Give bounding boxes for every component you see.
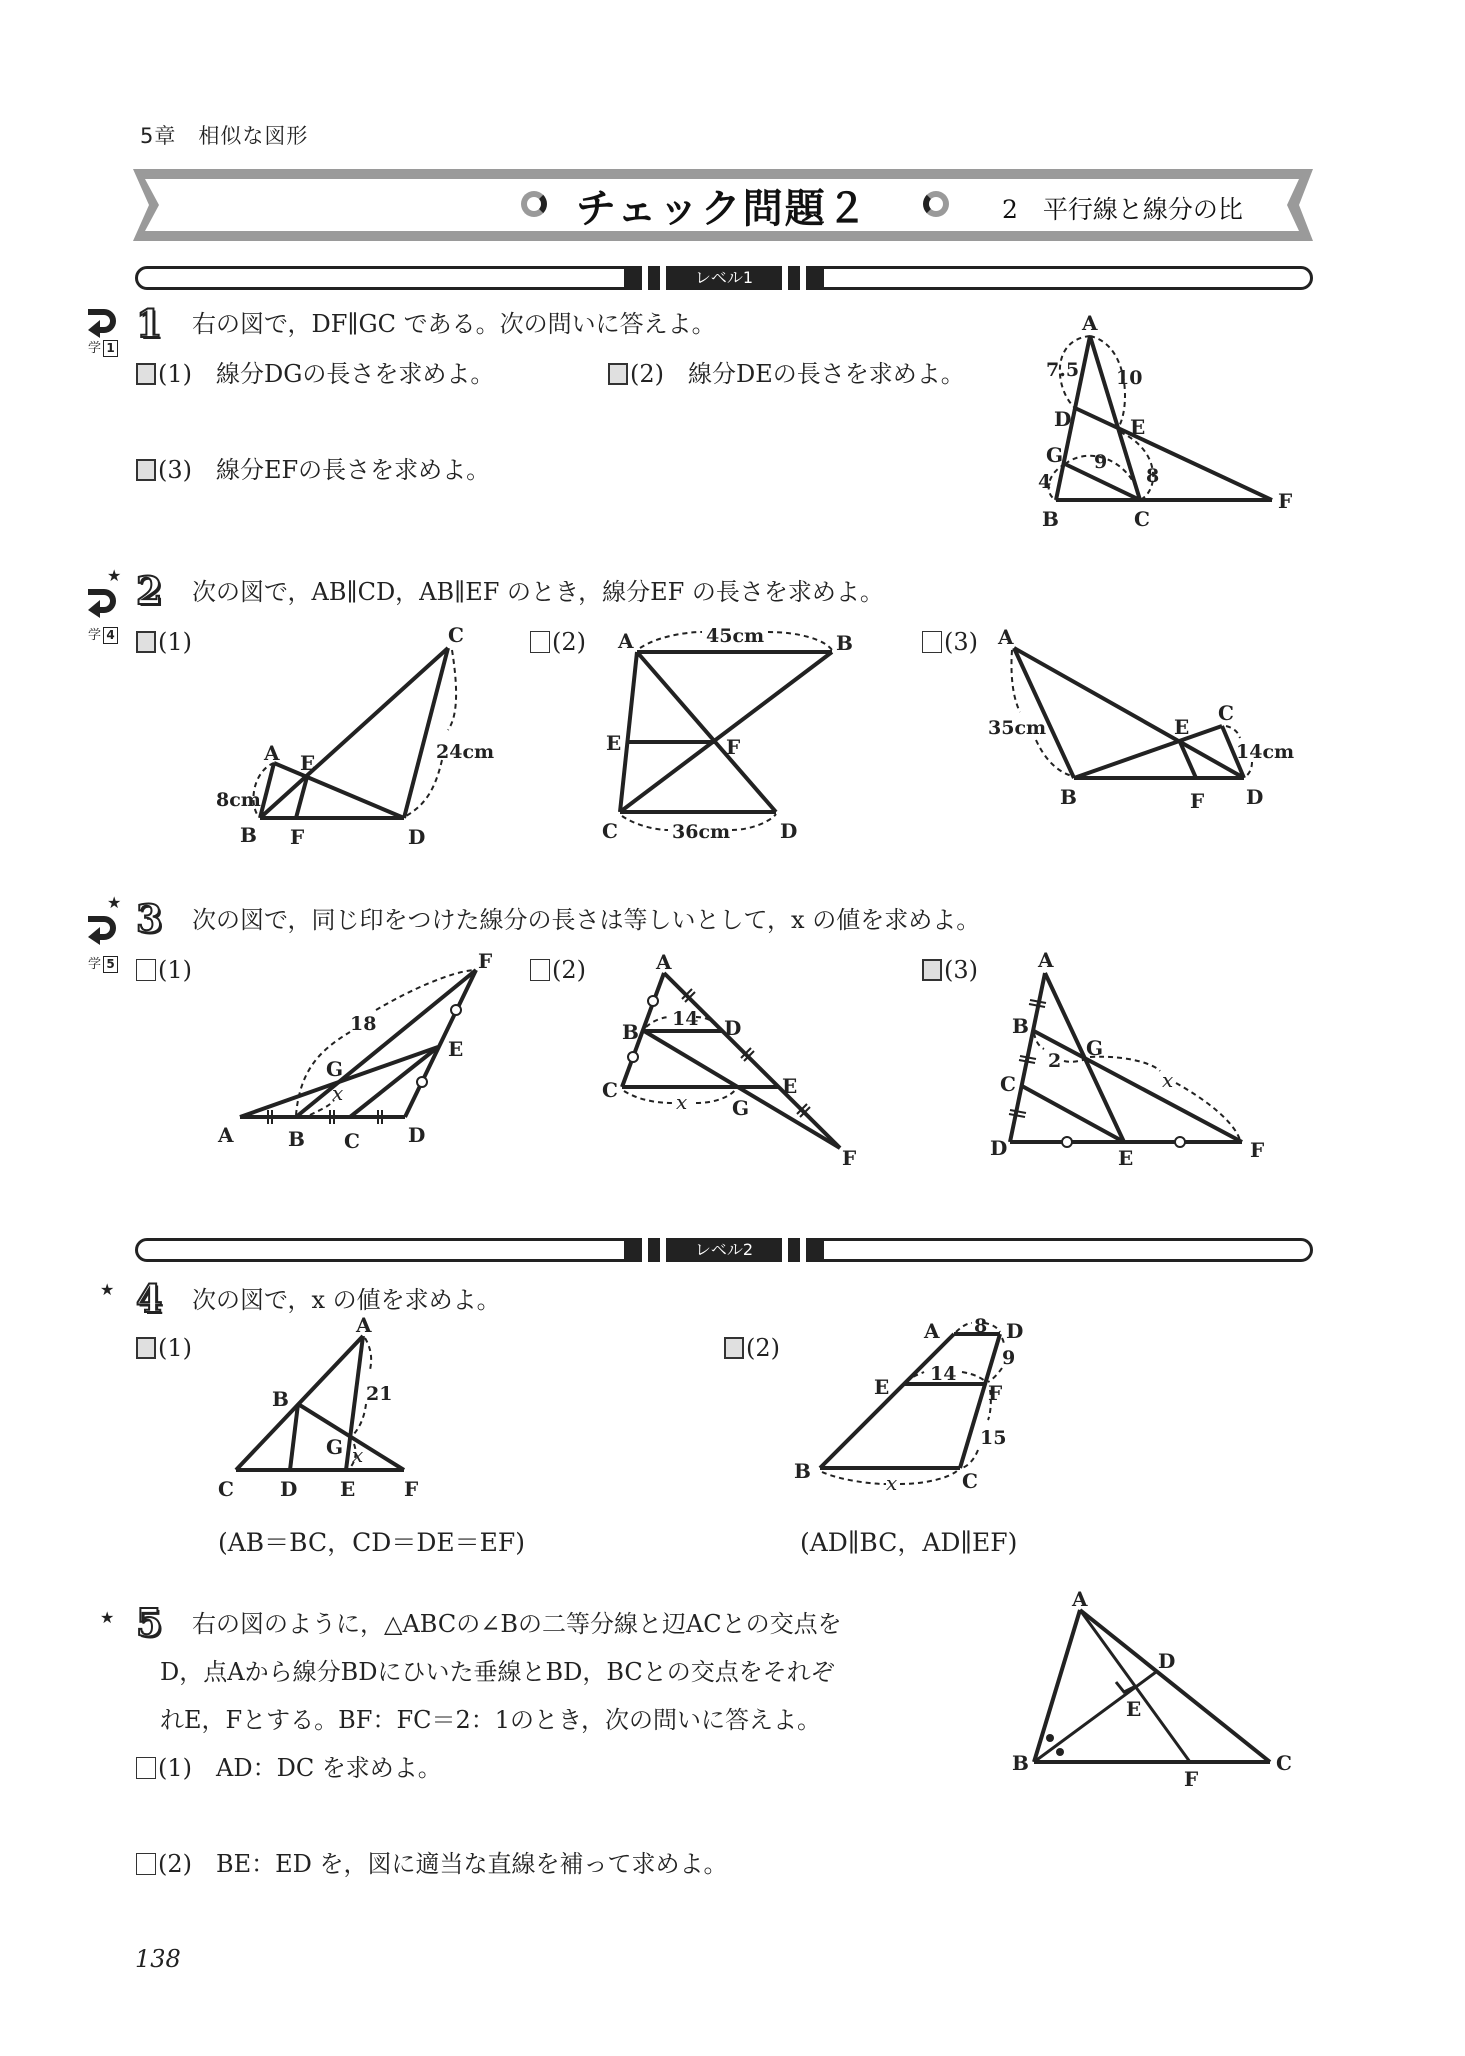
point-label-A: A [618,629,634,653]
page-number: 138 [135,1945,181,1973]
question-text-line-2: D，点Aから線分BDにひいた垂線とBD，BCとの交点をそれぞ [160,1658,835,1686]
subquestion-3: (3) [922,630,978,654]
subquestion-1: (1) AD：DC を求めよ。 [136,1756,442,1780]
length-BG: 2 [1048,1050,1062,1072]
point-label-D: D [780,819,798,843]
point-label-C: C [218,1477,234,1501]
length-AD: 8 [974,1315,988,1337]
subquestion-3: (3) 線分EFの長さを求めよ。 [136,458,490,482]
length-GB: 4 [1038,471,1052,493]
point-label-B: B [1042,507,1059,531]
point-label-G: G [326,1435,344,1459]
figure-q3-1 [210,949,510,1160]
study-ref-badge: 学 5 [88,956,118,973]
point-label-A: A [1082,311,1098,335]
point-label-D: D [408,825,426,849]
checkbox[interactable] [136,631,156,653]
point-label-B: B [1012,1014,1029,1038]
question-number: 4 [136,1276,163,1321]
length-BF: 18 [350,1013,377,1035]
point-label-D: D [1158,1649,1176,1673]
review-arrow-icon [84,588,118,618]
angle-mark [1046,1734,1054,1742]
subquestion-1: (1) [136,1336,192,1360]
checkbox[interactable] [136,959,156,981]
banner-title: チェック問題２ [576,186,869,232]
point-label-C: C [448,623,464,647]
point-label-E: E [782,1074,798,1098]
length-AE: 10 [1116,367,1143,389]
point-label-E: E [300,751,316,775]
review-arrow-icon [84,308,118,338]
point-label-B: B [272,1387,289,1411]
banner-subtitle: 2 平行線と線分の比 [1002,195,1243,224]
checkbox[interactable] [608,363,628,385]
difficulty-star-icon: ★ [100,1280,115,1299]
figure-q4-2 [790,1315,1110,1520]
chapter-title: 5章 相似な図形 [140,124,309,148]
point-label-D: D [408,1123,426,1147]
point-label-E: E [1126,1697,1142,1721]
point-label-E: E [1174,715,1190,739]
figure-q2-3 [910,620,1330,830]
point-label-C: C [602,1078,618,1102]
level-1-label: レベル1 [694,268,754,287]
point-label-B: B [240,823,257,847]
subquestion-1: (1) 線分DGの長さを求めよ。 [136,362,494,386]
point-label-F: F [1190,789,1205,813]
length-EC: 8 [1146,465,1160,487]
level-1-tag [624,266,824,290]
point-label-C: C [1276,1751,1292,1775]
point-label-C: C [1134,507,1150,531]
point-label-A: A [356,1313,372,1337]
length-DF: 9 [1002,1347,1016,1369]
length-AG: 21 [366,1383,393,1405]
point-label-A: A [998,625,1014,649]
level-2-tag [624,1238,824,1262]
point-label-A: A [218,1123,234,1147]
checkbox[interactable] [136,459,156,481]
difficulty-star-icon: ★ [100,1608,115,1627]
length-CD: 24cm [436,741,495,763]
point-label-B: B [1012,1751,1029,1775]
subquestion-1: (1) [136,630,192,654]
checkbox[interactable] [922,959,942,981]
point-label-F: F [290,825,305,849]
point-label-C: C [962,1469,978,1493]
length-AB: 35cm [988,717,1047,739]
point-label-E: E [606,731,622,755]
angle-mark [1056,1748,1064,1756]
point-label-G: G [732,1096,750,1120]
length-FC: 15 [980,1427,1007,1449]
point-label-C: C [344,1129,360,1153]
point-label-E: E [874,1375,890,1399]
checkbox[interactable] [136,363,156,385]
question-number: 2 [136,568,163,613]
figure-q4-1-condition: (AB＝BC，CD＝DE＝EF) [218,1528,525,1557]
point-label-A: A [656,950,672,974]
difficulty-star-icon: ★ [107,893,122,912]
point-label-G: G [1046,443,1064,467]
length-EF: 14 [930,1363,957,1385]
question-text: 次の図で，同じ印をつけた線分の長さは等しいとして，x の値を求めよ。 [192,906,981,934]
point-label-F: F [1184,1767,1199,1791]
point-label-C: C [1000,1072,1016,1096]
checkbox[interactable] [136,1757,156,1779]
point-label-B: B [836,631,853,655]
point-label-D: D [724,1016,742,1040]
review-arrow-icon [84,915,118,945]
question-text-line-3: れE，Fとする。BF：FC＝2：1のとき，次の問いに答えよ。 [160,1706,822,1734]
length-CD: 14cm [1236,741,1295,763]
checkbox[interactable] [724,1337,744,1359]
figure-q2-2 [520,620,880,860]
point-label-F: F [404,1477,419,1501]
point-label-B: B [622,1020,639,1044]
subquestion-2: (2) 線分DEの長さを求めよ。 [608,362,965,386]
figure-q4-1 [200,1313,600,1520]
point-label-A: A [1038,948,1054,972]
question-text-line-1: 右の図のように，△ABCの∠Bの二等分線と辺ACとの交点を [192,1610,842,1638]
point-label-E: E [1118,1146,1134,1170]
point-label-E: E [340,1477,356,1501]
subquestion-2: (2) [724,1336,780,1360]
subquestion-2: (2) [530,958,586,982]
length-AB: 45cm [706,625,765,647]
value-x: x [676,1090,688,1114]
length-BD: 14 [672,1008,699,1030]
point-label-G: G [1086,1036,1104,1060]
figure-q3-2 [600,950,890,1195]
point-label-D: D [280,1477,298,1501]
figure-q2-1 [200,620,520,860]
point-label-D: D [1054,407,1072,431]
point-label-F: F [726,735,741,759]
question-number: 3 [136,896,163,941]
question-number: 5 [136,1600,163,1645]
ring-ornament-right-icon [923,191,949,217]
value-x: x [1162,1068,1174,1092]
value-x: x [886,1471,898,1495]
figure-q1 [1030,310,1330,540]
subquestion-1: (1) [136,958,192,982]
ring-ornament-left-icon [521,191,547,217]
checkbox[interactable] [136,1337,156,1359]
point-label-F: F [1278,489,1293,513]
point-label-F: F [1250,1138,1265,1162]
point-label-F: F [842,1146,857,1170]
figure-q4-2-condition: (AD∥BC，AD∥EF) [800,1528,1018,1557]
point-label-B: B [794,1459,811,1483]
length-AB: 8cm [216,789,261,811]
point-label-A: A [264,741,280,765]
figure-q5 [1012,1587,1340,1820]
study-ref-badge: 学 4 [88,627,118,644]
figure-q3-3 [990,948,1310,1195]
point-label-B: B [288,1127,305,1151]
study-ref-badge: 学 1 [88,340,118,357]
checkbox[interactable] [136,1853,156,1875]
value-x: x [352,1443,364,1467]
point-label-A: A [1072,1587,1088,1611]
question-text: 右の図で，DF∥GC である。次の問いに答えよ。 [192,310,716,338]
point-label-F: F [988,1381,1003,1405]
point-label-B: B [1060,785,1077,809]
question-text: 次の図で，AB∥CD，AB∥EF のとき，線分EF の長さを求めよ。 [192,578,884,606]
point-label-E: E [448,1037,464,1061]
point-label-C: C [1218,701,1234,725]
level-2-label: レベル2 [694,1240,754,1259]
point-label-E: E [1130,415,1146,439]
point-label-D: D [990,1136,1008,1160]
point-label-A: A [924,1319,940,1343]
point-label-F: F [478,949,493,973]
question-number: 1 [136,301,163,346]
point-label-C: C [602,819,618,843]
length-CD: 36cm [672,821,731,843]
point-label-G: G [326,1057,344,1081]
value-x: x [332,1081,344,1105]
question-text: 次の図で，x の値を求めよ。 [192,1286,501,1314]
length-GC: 9 [1094,451,1108,473]
point-label-D: D [1006,1319,1024,1343]
checkbox[interactable] [530,959,550,981]
point-label-D: D [1246,785,1264,809]
length-AD: 7.5 [1046,359,1080,381]
difficulty-star-icon: ★ [107,566,122,585]
subquestion-2: (2) BE：ED を，図に適当な直線を補って求めよ。 [136,1852,728,1876]
subquestion-2: (2) [530,630,586,654]
subquestion-3: (3) [922,958,978,982]
